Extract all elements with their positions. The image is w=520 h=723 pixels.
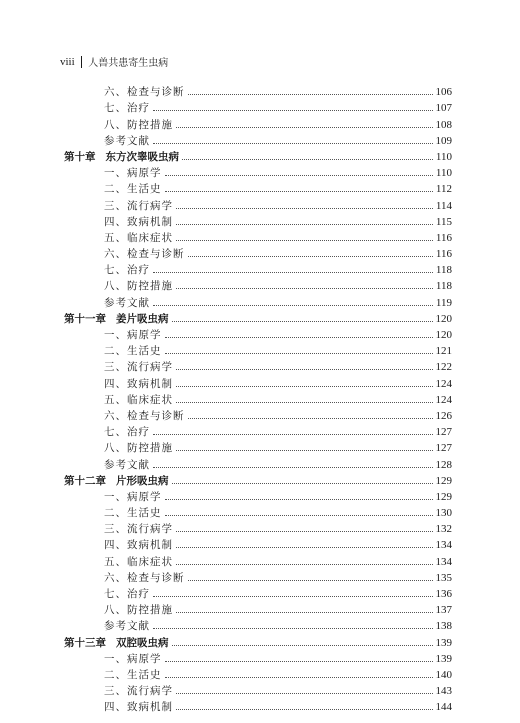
toc-page-number: 116	[435, 248, 452, 261]
toc-entry-title: 六、检查与诊断	[104, 571, 185, 584]
dot-leader	[176, 612, 433, 613]
toc-entry-title: 七、治疗	[104, 102, 150, 115]
toc-entry-title: 参考文献	[104, 296, 150, 309]
toc-page-number: 127	[435, 426, 452, 439]
table-of-contents	[64, 83, 452, 714]
dot-leader	[165, 499, 433, 500]
toc-chapter-heading	[64, 150, 179, 164]
toc-entry-title: 五、临床症状	[104, 393, 173, 406]
chapter-label: 第十章	[64, 150, 96, 163]
toc-section-entry[interactable]	[64, 423, 452, 439]
toc-page-number: 137	[435, 604, 452, 617]
toc-page-number: 118	[435, 264, 452, 277]
toc-section-entry[interactable]	[64, 164, 452, 180]
chapter-title: 东方次睾吸虫病	[105, 150, 179, 163]
toc-section-entry[interactable]	[64, 601, 452, 617]
toc-references-entry[interactable]	[64, 132, 452, 148]
toc-references-entry[interactable]	[64, 617, 452, 633]
toc-page-number: 119	[435, 296, 452, 309]
chapter-title: 姜片吸虫病	[116, 312, 169, 325]
toc-section-entry[interactable]	[64, 488, 452, 504]
dot-leader	[176, 402, 433, 403]
toc-page-number: 132	[435, 523, 452, 536]
toc-entry-title: 八、防控措施	[104, 442, 173, 455]
toc-page-number: 138	[435, 620, 452, 633]
toc-chapter-heading	[64, 312, 169, 326]
toc-section-entry[interactable]	[64, 342, 452, 358]
toc-section-entry[interactable]	[64, 569, 452, 585]
toc-entry-title: 五、临床症状	[104, 231, 173, 244]
toc-entry-title: 四、致病机制	[104, 215, 173, 228]
toc-page-number: 115	[435, 215, 452, 228]
toc-section-entry[interactable]	[64, 552, 452, 568]
toc-section-entry[interactable]	[64, 391, 452, 407]
toc-entry-title: 八、防控措施	[104, 118, 173, 131]
dot-leader	[176, 709, 433, 710]
toc-entry-title: 三、流行病学	[104, 199, 173, 212]
dot-leader	[165, 515, 433, 516]
toc-page-number: 140	[435, 668, 452, 681]
dot-leader	[165, 191, 433, 192]
chapter-title: 片形吸虫病	[116, 474, 169, 487]
toc-chapter-heading	[64, 636, 169, 650]
dot-leader	[176, 531, 433, 532]
dot-leader	[188, 94, 433, 95]
toc-section-entry[interactable]	[64, 99, 452, 115]
toc-section-entry[interactable]	[64, 439, 452, 455]
toc-entry-title: 一、病原学	[104, 329, 162, 341]
toc-page-number: 107	[435, 102, 452, 115]
toc-section-entry[interactable]	[64, 698, 452, 714]
toc-entry-title: 七、治疗	[104, 588, 150, 600]
toc-section-entry[interactable]	[64, 277, 452, 293]
dot-leader	[188, 580, 433, 581]
toc-entry-title: 六、检查与诊断	[104, 248, 185, 261]
toc-page-number: 122	[435, 361, 452, 374]
toc-chapter-entry[interactable]	[64, 633, 452, 649]
toc-page-number: 139	[435, 652, 452, 665]
toc-entry-title: 六、检查与诊断	[104, 86, 185, 99]
book-title: 人兽共患寄生虫病	[88, 58, 169, 69]
toc-page-number: 136	[435, 588, 452, 600]
toc-section-entry[interactable]	[64, 407, 452, 423]
toc-section-entry[interactable]	[64, 180, 452, 196]
toc-entry-title: 八、防控措施	[104, 604, 173, 617]
toc-entry-title: 四、致病机制	[104, 701, 173, 714]
dot-leader	[176, 127, 433, 128]
dot-leader	[176, 693, 433, 694]
toc-entry-title: 七、治疗	[104, 264, 150, 277]
toc-entry-title: 五、临床症状	[104, 555, 173, 568]
dot-leader	[172, 483, 433, 484]
toc-entry-title: 二、生活史	[104, 507, 162, 520]
dot-leader	[176, 240, 433, 241]
toc-references-entry[interactable]	[64, 455, 452, 471]
toc-page-number: 106	[435, 86, 452, 99]
toc-entry-title: 一、病原学	[104, 652, 162, 665]
toc-chapter-entry[interactable]	[64, 472, 452, 488]
chapter-label: 第十三章	[64, 636, 106, 649]
toc-section-entry[interactable]	[64, 326, 452, 342]
dot-leader	[176, 547, 433, 548]
toc-entry-title: 一、病原学	[104, 490, 162, 503]
dot-leader	[172, 645, 433, 646]
toc-page-number: 135	[435, 571, 452, 584]
toc-entry-title: 三、流行病学	[104, 685, 173, 698]
page-number: viii	[60, 55, 75, 68]
toc-section-entry[interactable]	[64, 650, 452, 666]
toc-entry-title: 参考文献	[104, 458, 150, 471]
toc-section-entry[interactable]	[64, 374, 452, 390]
toc-chapter-entry[interactable]	[64, 310, 452, 326]
chapter-title: 双腔吸虫病	[116, 636, 169, 649]
toc-page-number: 134	[435, 555, 452, 568]
toc-section-entry[interactable]	[64, 196, 452, 212]
toc-page-number: 108	[435, 118, 452, 131]
toc-references-entry[interactable]	[64, 293, 452, 309]
toc-entry-title: 一、病原学	[104, 167, 162, 180]
toc-section-entry[interactable]	[64, 585, 452, 601]
dot-leader	[172, 321, 433, 322]
dot-leader	[153, 305, 433, 306]
toc-section-entry[interactable]	[64, 115, 452, 131]
toc-page-number: 143	[435, 685, 452, 698]
toc-page-number: 134	[435, 539, 452, 552]
dot-leader	[153, 143, 433, 144]
toc-entry-title: 三、流行病学	[104, 361, 173, 374]
toc-section-entry[interactable]	[64, 229, 452, 245]
dot-leader	[165, 337, 433, 338]
dot-leader	[176, 288, 433, 289]
toc-entry-title: 三、流行病学	[104, 523, 173, 536]
toc-chapter-entry[interactable]	[64, 148, 452, 164]
toc-entry-title: 四、致病机制	[104, 539, 173, 552]
dot-leader	[176, 208, 433, 209]
toc-page-number: 112	[435, 183, 452, 196]
dot-leader	[188, 256, 433, 257]
dot-leader	[176, 369, 433, 370]
toc-section-entry[interactable]	[64, 83, 452, 99]
dot-leader	[176, 564, 433, 565]
dot-leader	[182, 159, 433, 160]
toc-entry-title: 七、治疗	[104, 426, 150, 439]
toc-page-number: 139	[435, 636, 452, 649]
toc-page-number: 129	[435, 474, 452, 487]
toc-entry-title: 参考文献	[104, 134, 150, 147]
toc-entry-title: 六、检查与诊断	[104, 409, 185, 422]
dot-leader	[165, 661, 433, 662]
toc-entry-title: 二、生活史	[104, 345, 162, 358]
toc-page-number: 121	[435, 345, 452, 358]
dot-leader	[153, 467, 433, 468]
running-header	[60, 54, 168, 69]
dot-leader	[153, 110, 433, 111]
toc-entry-title: 参考文献	[104, 620, 150, 633]
toc-section-entry[interactable]	[64, 358, 452, 374]
toc-page-number: 127	[435, 442, 452, 455]
toc-page-number: 120	[435, 312, 452, 325]
dot-leader	[176, 224, 433, 225]
dot-leader	[153, 628, 433, 629]
toc-page-number: 129	[435, 490, 452, 503]
dot-leader	[153, 272, 433, 273]
toc-page-number: 128	[435, 458, 452, 471]
toc-page-number: 130	[435, 507, 452, 520]
toc-page-number: 109	[435, 134, 452, 147]
toc-page-number: 126	[435, 409, 452, 422]
toc-page-number: 118	[435, 280, 452, 293]
dot-leader	[165, 175, 433, 176]
toc-section-entry[interactable]	[64, 536, 452, 552]
toc-chapter-heading	[64, 474, 169, 488]
toc-entry-title: 二、生活史	[104, 183, 162, 196]
toc-page-number: 116	[435, 231, 452, 244]
dot-leader	[153, 596, 433, 597]
toc-entry-title: 八、防控措施	[104, 280, 173, 293]
toc-section-entry[interactable]	[64, 504, 452, 520]
toc-section-entry[interactable]	[64, 666, 452, 682]
dot-leader	[165, 677, 433, 678]
toc-page-number: 120	[435, 329, 452, 341]
toc-entry-title: 二、生活史	[104, 668, 162, 681]
dot-leader	[176, 386, 433, 387]
toc-page-number: 124	[435, 377, 452, 390]
toc-section-entry[interactable]	[64, 682, 452, 698]
toc-section-entry[interactable]	[64, 261, 452, 277]
toc-page-number: 144	[435, 701, 452, 714]
toc-entry-title: 四、致病机制	[104, 377, 173, 390]
header-divider	[81, 56, 83, 68]
chapter-label: 第十二章	[64, 474, 106, 487]
toc-section-entry[interactable]	[64, 520, 452, 536]
dot-leader	[176, 450, 433, 451]
toc-page-number: 114	[435, 199, 452, 212]
dot-leader	[153, 434, 433, 435]
dot-leader	[188, 418, 433, 419]
toc-section-entry[interactable]	[64, 245, 452, 261]
chapter-label: 第十一章	[64, 312, 106, 325]
toc-page-number: 110	[435, 150, 452, 163]
dot-leader	[165, 353, 433, 354]
toc-page-number: 110	[435, 167, 452, 180]
toc-page-number: 124	[435, 393, 452, 406]
toc-section-entry[interactable]	[64, 213, 452, 229]
